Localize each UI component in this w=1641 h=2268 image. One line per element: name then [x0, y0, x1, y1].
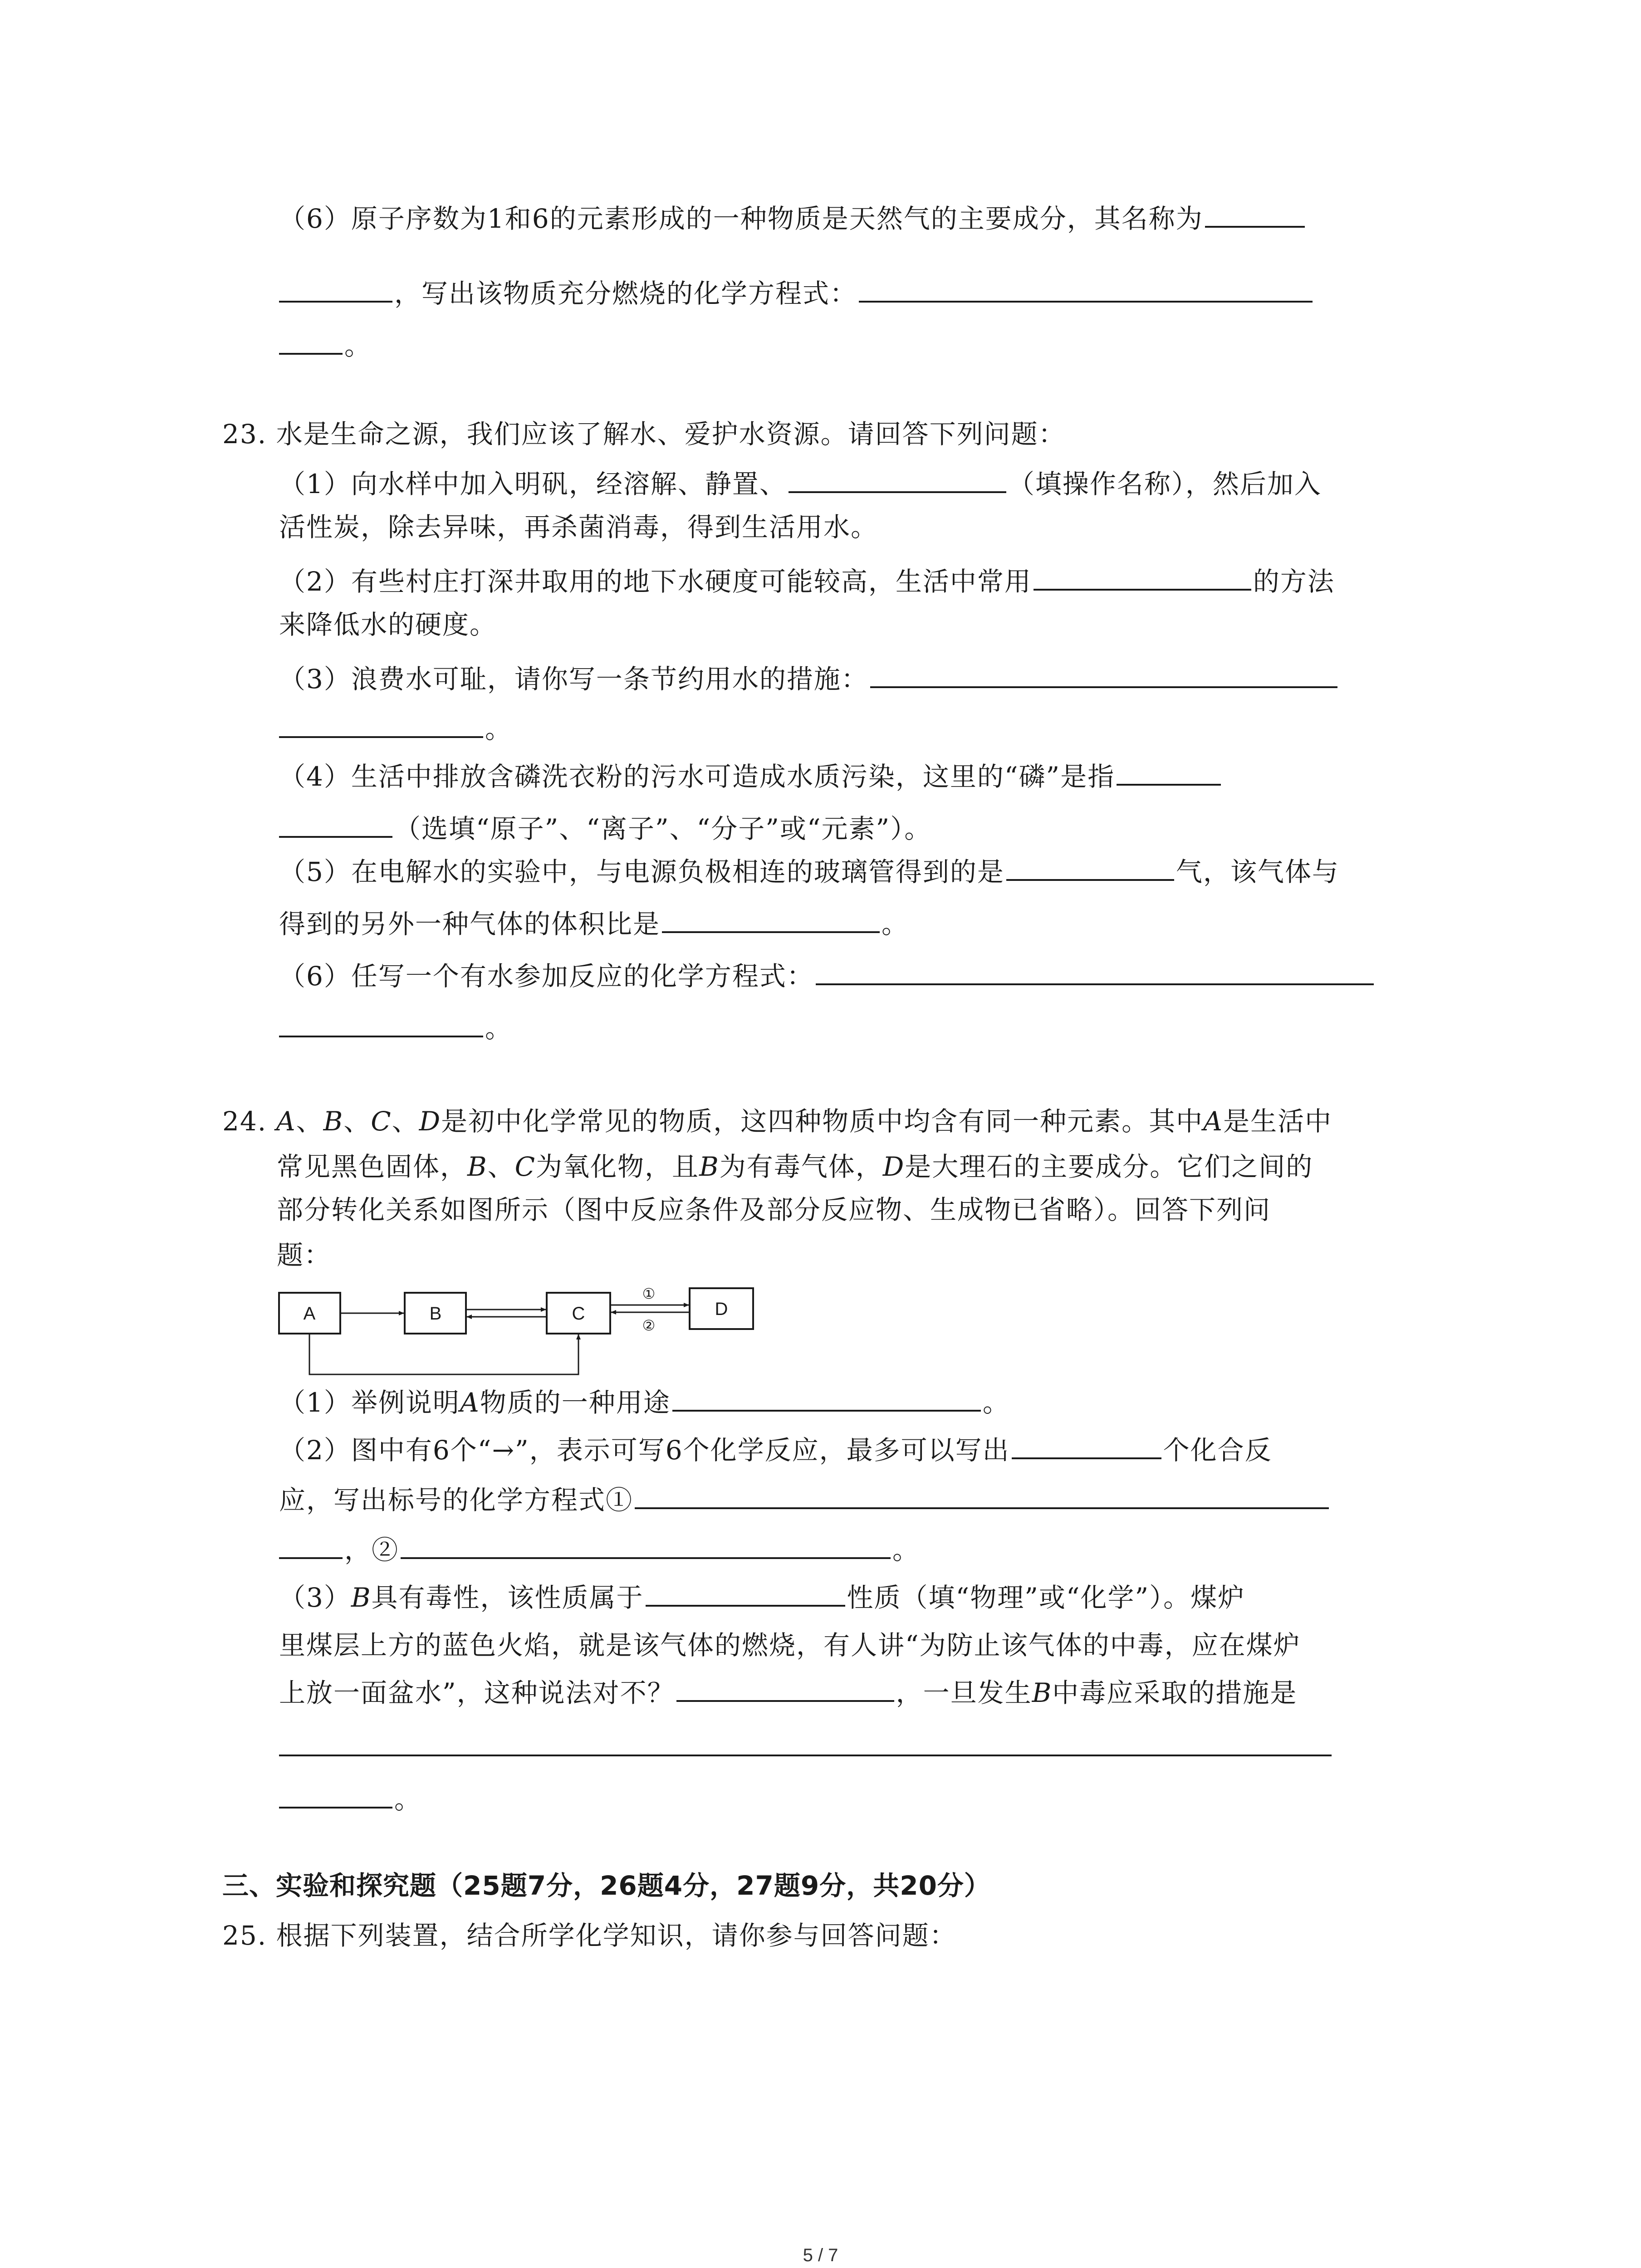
q23-stem: 23. 水是生命之源，我们应该了解水、爱护水资源。请回答下列问题： [222, 419, 1066, 450]
q24-part3-line4 [279, 1728, 1333, 1766]
q24-part2-line3: ，② 。 [279, 1531, 920, 1569]
answer-blank[interactable] [1006, 853, 1174, 881]
q23-part1-line2: 活性炭，除去异味，再杀菌消毒，得到生活用水。 [279, 512, 878, 543]
q22-part6-line2: ，写出该物质充分燃烧的化学方程式： [279, 274, 1314, 313]
q24-stem-line3: 部分转化关系如图所示（图中反应条件及部分反应物、生成物已省略）。回答下列问 [277, 1194, 1271, 1225]
answer-blank[interactable] [279, 1780, 392, 1809]
q23-part1-line1: （1）向水样中加入明矾，经溶解、静置、 （填操作名称），然后加入 [279, 465, 1322, 503]
q24-part3-line2: 里煤层上方的蓝色火焰，就是该气体的燃烧，有人讲“为防止该气体的中毒，应在煤炉 [279, 1630, 1301, 1661]
q23-part2-line1: （2）有些村庄打深井取用的地下水硬度可能较高，生活中常用 的方法 [279, 562, 1335, 601]
answer-blank[interactable] [279, 274, 392, 303]
answer-blank[interactable] [662, 905, 880, 933]
answer-blank[interactable] [859, 274, 1313, 303]
page-number: 5 / 7 [803, 2245, 838, 2265]
answer-blank[interactable] [789, 465, 1006, 493]
answer-blank[interactable] [279, 710, 483, 738]
section-three-title: 三、实验和探究题（25题7分，26题4分，27题9分，共20分） [222, 1870, 991, 1901]
reaction-mark-2: ② [642, 1317, 656, 1334]
answer-blank[interactable] [401, 1531, 891, 1559]
answer-blank[interactable] [279, 1531, 343, 1559]
q24-stem-line1: 24. A、B、C、D是初中化学常见的物质，这四种物质中均含有同一种元素。其中A是生活中 [222, 1106, 1332, 1137]
q23-part3-line1: （3）浪费水可耻，请你写一条节约用水的措施： [279, 660, 1339, 698]
answer-blank[interactable] [1117, 758, 1221, 786]
q23-part5-line2: 得到的另外一种气体的体积比是 。 [279, 905, 909, 943]
q23-part3-line2: 。 [279, 710, 512, 748]
q23-part4-line2: （选填“原子”、“离子”、“分子”或“元素”）。 [279, 810, 931, 848]
q24-part2-line1: （2）图中有6个“→”，表示可写6个化学反应，最多可以写出 个化合反 [279, 1431, 1272, 1469]
q24-stem-line2: 常见黑色固体，B、C为氧化物，且B为有毒气体，D是大理石的主要成分。它们之间的 [277, 1151, 1313, 1182]
answer-blank[interactable] [279, 1728, 1332, 1756]
q24-stem-line4: 题： [277, 1240, 332, 1271]
reaction-mark-1: ① [642, 1286, 656, 1302]
answer-blank[interactable] [1034, 562, 1251, 591]
answer-blank[interactable] [279, 1009, 483, 1037]
q23-part6-line1: （6）任写一个有水参加反应的化学方程式： [279, 957, 1376, 995]
answer-blank[interactable] [635, 1481, 1329, 1509]
answer-blank[interactable] [816, 957, 1374, 985]
box-b-label: B [429, 1304, 442, 1324]
q25-stem: 25. 根据下列装置，结合所学化学知识，请你参与回答问题： [222, 1920, 957, 1951]
q24-part1-line: （1）举例说明A物质的一种用途 。 [279, 1383, 1010, 1422]
q23-part4-line1: （4）生活中排放含磷洗衣粉的污水可造成水质污染，这里的“磷”是指 [279, 758, 1223, 796]
q24-part3-line5: 。 [279, 1780, 421, 1818]
q24-part3-line3: 上放一面盆水”，这种说法对不？ ，一旦发生B中毒应采取的措施是 [279, 1674, 1297, 1712]
box-a-label: A [303, 1304, 316, 1324]
answer-blank[interactable] [279, 810, 392, 838]
answer-blank[interactable] [672, 1383, 981, 1412]
q23-part6-line2: 。 [279, 1009, 512, 1047]
answer-blank[interactable] [646, 1579, 845, 1607]
box-c-label: C [572, 1304, 585, 1324]
answer-blank[interactable] [1205, 200, 1305, 228]
answer-blank[interactable] [870, 660, 1337, 688]
q23-part5-line1: （5）在电解水的实验中，与电源负极相连的玻璃管得到的是 气，该气体与 [279, 853, 1339, 891]
answer-blank[interactable] [279, 327, 343, 355]
q22-part6-line1: （6）原子序数为1和6的元素形成的一种物质是天然气的主要成分，其名称为 [279, 200, 1307, 238]
box-d-label: D [715, 1299, 728, 1319]
answer-blank[interactable] [1012, 1431, 1161, 1459]
q24-part3-line1: （3）B具有毒性，该性质属于 性质（填“物理”或“化学”）。煤炉 [279, 1579, 1245, 1617]
reaction-diagram [277, 1281, 767, 1381]
arrow-a-to-c [309, 1334, 578, 1374]
q22-part6-line3: 。 [279, 327, 372, 365]
q23-part2-line2: 来降低水的硬度。 [279, 609, 497, 640]
answer-blank[interactable] [676, 1674, 894, 1702]
q24-part2-line2: 应，写出标号的化学方程式① [279, 1481, 1331, 1519]
